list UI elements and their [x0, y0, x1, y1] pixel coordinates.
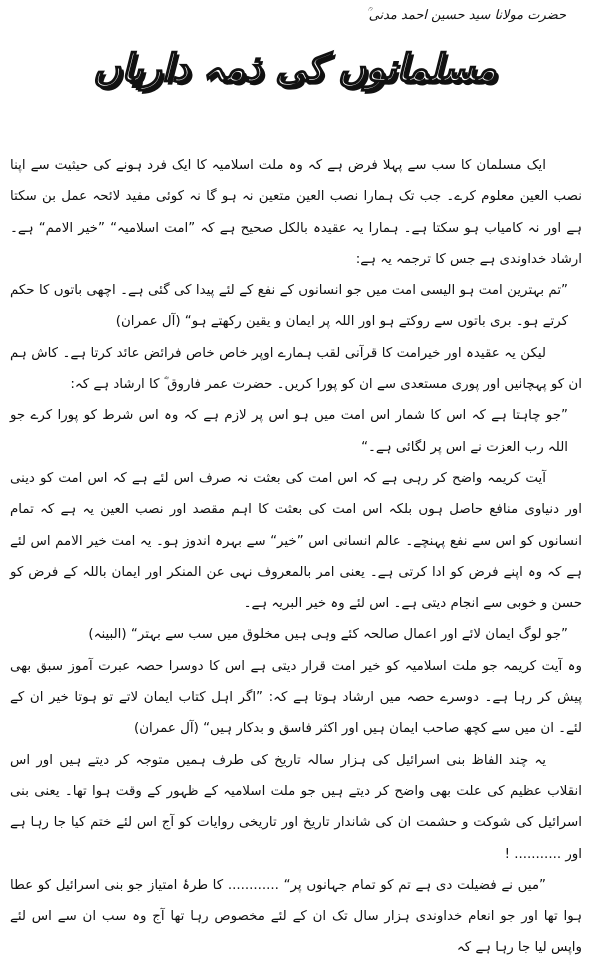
author-byline: حضرت مولانا سید حسین احمد مدنی ؒ: [365, 8, 566, 23]
paragraph-bani-israel: یہ چند الفاظ بنی اسرائیل کی ہزار سالہ تاریخ کی طرف ہمیں متوجہ کر دیتے ہیں اور اس انقلاب عظیم کی علت بھی واضح کر دیتے ہیں جو ملت اسلامیہ کے ظہور کے وقت ہوا تھا۔ یعنی بنی اسرائیل کی شوکت و حشمت ان کی شاندار تاریخ اور تاریخی روایات کو آج اس لئے ختم کیا جا رہا ہے اور ........... !: [10, 752, 582, 862]
article-body: [10, 150, 582, 964]
quote-quran-al-imran: ”تم بہترین امت ہو الیسی امت میں جو انسانوں کے نفع کے لئے پیدا کی گئی ہے۔ اچھی باتوں کا حکم کرتے ہو۔ بری باتوں سے روکتے ہو اور اللہ پر ایمان و یقین رکھتے ہو“ (آل عمران): [10, 283, 568, 330]
paragraph-lesson: وہ آیت کریمہ جو ملت اسلامیہ کو خیر امت قرار دیتی ہے اس کا دوسرا حصہ عبرت آموز سبق بھی پیش کر رہا ہے۔ دوسرے حصہ میں ارشاد ہوتا ہے کہ: ”اگر اہل کتاب ایمان لاتے تو ہوتا خیر ان کے لئے۔ ان میں سے کچھ صاحب ایمان ہیں اور اکثر فاسق و بدکار ہیں“ (آل عمران): [10, 658, 582, 737]
paragraph-favor: ”میں نے فضیلت دی ہے تم کو تمام جہانوں پر“ ............ کا طرۂ امتیاز جو بنی اسرائیل کو عطا ہوا تھا اور جو انعام خداوندی ہزار سال تک ان کے لئے مخصوص رہا تھا آج وہ سب ان سے اس لئے واپس لیا جا رہا ہے کہ: [10, 877, 582, 956]
paragraph-belief: لیکن یہ عقیدہ اور خیرامت کا قرآنی لقب ہمارے اوپر خاص خاص فرائض عائد کرتا ہے۔ کاش ہم ان کو پہچانیں اور پوری مستعدی سے ان کو پورا کریں۔ حضرت عمر فاروق ؓ کا ارشاد ہے کہ:: [10, 345, 582, 393]
quote-al-bayyinah: ”جو لوگ ایمان لائے اور اعمال صالحہ کئے وہی ہیں مخلوق میں سب سے بہتر“ (البینہ): [88, 627, 568, 643]
paragraph-intro: ایک مسلمان کا سب سے پہلا فرض ہے کہ وہ ملت اسلامیہ کا ایک فرد ہونے کی حیثیت سے اپنا نصب العین معلوم کرے۔ جب تک ہمارا نصب العین متعین نہ ہو گا نہ کوئی مفید لائحہ عمل بن سکتا ہے اور نہ کامیاب ہو سکتا ہے۔ ہمارا یہ عقیدہ بالکل صحیح ہے کہ ”امت اسلامیہ“ ”خیر الامم“ ہے۔ ارشاد خداوندی ہے جس کا ترجمہ یہ ہے:: [10, 158, 582, 267]
article-title: مسلمانوں کی ذمہ داریاں: [93, 46, 497, 90]
quote-umar-farooq: ”جو چاہتا ہے کہ اس کا شمار اس امت میں ہو اس پر لازم ہے کہ وہ اس شرط کو پورا کرے جو اللہ رب العزت نے اس پر لگائی ہے۔“: [10, 408, 568, 455]
paragraph-verse-explained: آیت کریمہ واضح کر رہی ہے کہ اس امت کی بعثت نہ صرف اس لئے ہے کہ اس امت کو دینی اور دنیاوی منافع حاصل ہوں بلکہ اس امت کی بعثت کا اہم مقصد اور نصب العین یہ ہے کہ تمام انسانوں کو اس سے نفع پہنچے۔ عالم انسانی اس ”خیر“ سے بہرہ اندوز ہو۔ یہ امت خیر الامم اس لئے ہے کہ وہ اپنے فرض کو ادا کرتی ہے۔ یعنی امر بالمعروف نہی عن المنکر اور ایمان باللہ کے فرض کو حسن و خوبی سے انجام دیتی ہے۔ اس لئے وہ خیر البریہ ہے۔: [10, 470, 582, 612]
